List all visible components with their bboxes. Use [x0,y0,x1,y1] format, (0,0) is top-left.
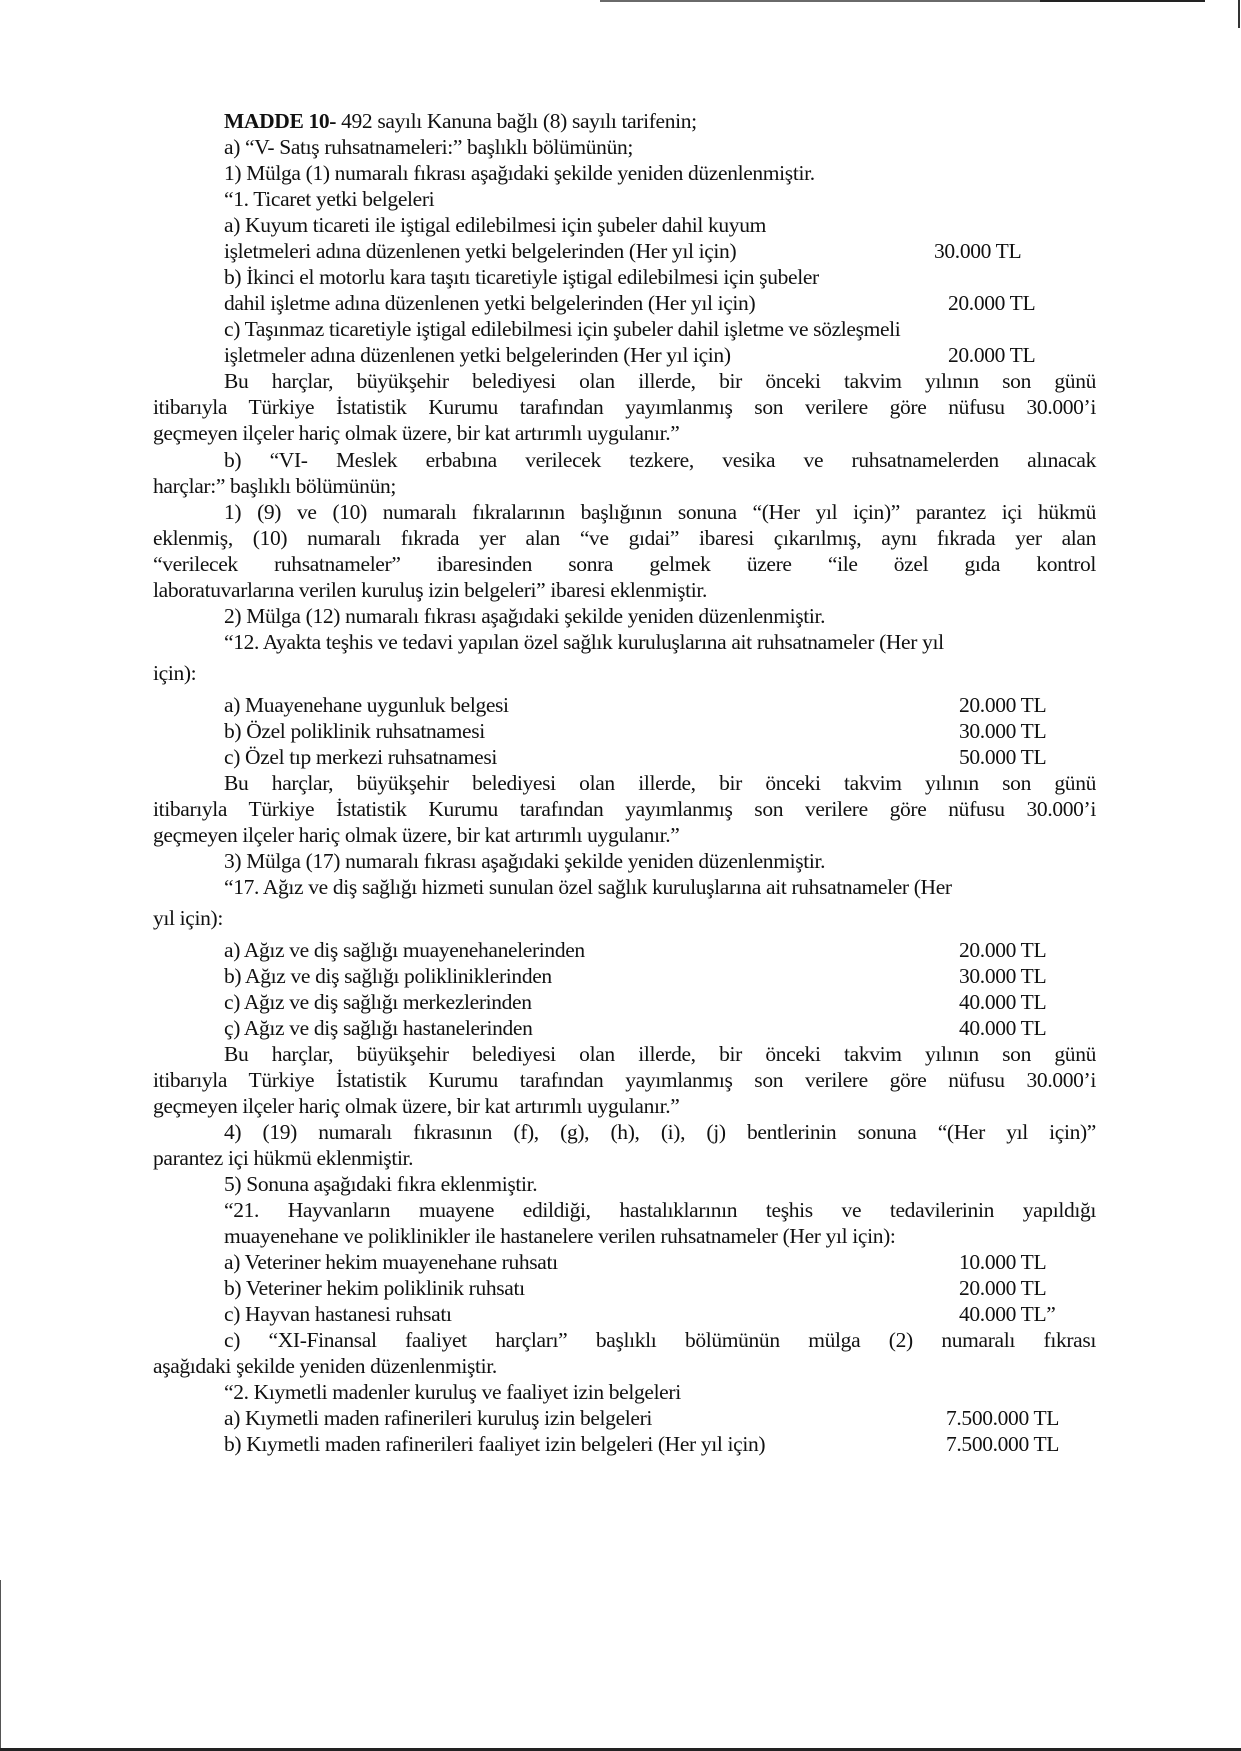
fee-line [224,238,1096,264]
fee-label: c) Özel tıp merkezi ruhsatnamesi [224,745,497,769]
text-line: 1) Mülga (1) numaralı fıkrası aşağıdaki şekilde yeniden düzenlenmiştir. [224,161,815,185]
fee-label: işletmeleri adına düzenlenen yetki belgelerinden (Her yıl için) [224,239,737,263]
fee-label: a) Muayenehane uygunluk belgesi [224,693,509,717]
text-line: aşağıdaki şekilde yeniden düzenlenmiştir. [153,1354,497,1378]
fee-amount: 20.000 TL [959,693,1047,717]
text-line: laboratuvarlarına verilen kuruluş izin belgeleri” ibaresi eklenmiştir. [153,578,707,602]
text-line: 2) Mülga (12) numaralı fıkrası aşağıdaki şekilde yeniden düzenlenmiştir. [224,604,826,628]
text-line: itibarıyla Türkiye İstatistik Kurumu tarafından yayımlanmış son verilere göre nüfusu 30.000’i [153,797,1096,821]
text-line: “verilecek ruhsatnameler” ibaresinden sonra gelmek üzere “ile özel gıda kontrol [153,552,1096,576]
text-line: “2. Kıymetli madenler kuruluş ve faaliyet izin belgeleri [224,1380,681,1404]
text-line: c) Taşınmaz ticaretiyle iştigal edilebilmesi için şubeler dahil işletme ve sözleşmeli [224,317,901,341]
fee-label: a) Veteriner hekim muayenehane ruhsatı [224,1250,558,1274]
fee-amount: 30.000 TL [959,964,1047,988]
text-line: Bu harçlar, büyükşehir belediyesi olan illerde, bir önceki takvim yılının son günü [224,1042,1096,1066]
fee-label: b) Kıymetli maden rafinerileri faaliyet izin belgeleri (Her yıl için) [224,1432,766,1456]
text-line: Bu harçlar, büyükşehir belediyesi olan illerde, bir önceki takvim yılının son günü [224,369,1096,393]
fee-label: c) Ağız ve diş sağlığı merkezlerinden [224,990,532,1014]
fee-amount: 50.000 TL [959,745,1047,769]
fee-line [224,1301,1096,1327]
fee-amount: 20.000 TL [948,343,1036,367]
text-line: geçmeyen ilçeler hariç olmak üzere, bir kat artırımlı uygulanır.” [153,421,680,445]
fee-line [224,290,1096,316]
text-line: itibarıyla Türkiye İstatistik Kurumu tarafından yayımlanmış son verilere göre nüfusu 30.000’i [153,1068,1096,1092]
fee-amount: 40.000 TL” [959,1302,1056,1326]
article-intro: 492 sayılı Kanuna bağlı (8) sayılı tarifenin; [336,109,697,133]
text-line: itibarıyla Türkiye İstatistik Kurumu tarafından yayımlanmış son verilere göre nüfusu 30.000’i [153,395,1096,419]
fee-amount: 7.500.000 TL [946,1432,1060,1456]
text-line: a) “V- Satış ruhsatnameleri:” başlıklı bölümünün; [224,135,633,159]
text-line: “1. Ticaret yetki belgeleri [224,187,435,211]
fee-line [224,1405,1096,1431]
scan-artifact-top [600,0,1040,2]
text-line: c) “XI-Finansal faaliyet harçları” başlıklı bölümünün mülga (2) numaralı fıkrası [224,1328,1096,1352]
fee-amount: 10.000 TL [959,1250,1047,1274]
text-line: yıl için): [153,906,223,930]
fee-line [224,989,1096,1015]
fee-label: işletmeler adına düzenlenen yetki belgelerinden (Her yıl için) [224,343,731,367]
text-line: “17. Ağız ve diş sağlığı hizmeti sunulan özel sağlık kuruluşlarına ait ruhsatnameler (Her [224,875,952,899]
scan-artifact-right [1238,0,1240,28]
fee-label: dahil işletme adına düzenlenen yetki belgelerinden (Her yıl için) [224,291,756,315]
fee-line [224,692,1096,718]
text-line: a) Kuyum ticareti ile iştigal edilebilmesi için şubeler dahil kuyum [224,213,766,237]
fee-amount: 20.000 TL [948,291,1036,315]
text-line: harçlar:” başlıklı bölümünün; [153,474,397,498]
fee-amount: 7.500.000 TL [946,1406,1060,1430]
fee-amount: 40.000 TL [959,990,1047,1014]
text-line: b) “VI- Meslek erbabına verilecek tezkere, vesika ve ruhsatnamelerden alınacak [224,448,1096,472]
scan-artifact-top-dark [1040,0,1205,2]
fee-line [224,1249,1096,1275]
text-line: Bu harçlar, büyükşehir belediyesi olan illerde, bir önceki takvim yılının son günü [224,771,1096,795]
fee-label: c) Hayvan hastanesi ruhsatı [224,1302,452,1326]
text-line: “21. Hayvanların muayene edildiği, hastalıklarının teşhis ve tedavilerinin yapıldığı [224,1198,1096,1222]
text-line: eklenmiş, (10) numaralı fıkrada yer alan “ve gıdai” ibaresi çıkarılmış, aynı fıkrada yer alan [153,526,1096,550]
fee-label: b) Özel poliklinik ruhsatnamesi [224,719,485,743]
fee-line [224,1275,1096,1301]
fee-line [224,1015,1096,1041]
text-line: geçmeyen ilçeler hariç olmak üzere, bir kat artırımlı uygulanır.” [153,1094,680,1118]
text-line: muayenehane ve poliklinikler ile hastanelere verilen ruhsatnameler (Her yıl için): [224,1224,896,1248]
text-line: 5) Sonuna aşağıdaki fıkra eklenmiştir. [224,1172,538,1196]
fee-amount: 30.000 TL [959,719,1047,743]
text-line: “12. Ayakta teşhis ve tedavi yapılan özel sağlık kuruluşlarına ait ruhsatnameler (Her yıl [224,630,944,654]
fee-label: a) Ağız ve diş sağlığı muayenehanelerinden [224,938,585,962]
article-heading [224,108,1167,134]
text-line: parantez içi hükmü eklenmiştir. [153,1146,414,1170]
fee-label: a) Kıymetli maden rafinerileri kuruluş izin belgeleri [224,1406,653,1430]
text-line: 4) (19) numaralı fıkrasının (f), (g), (h), (i), (j) bentlerinin sonuna “(Her yıl için)” [224,1120,1096,1144]
fee-line [224,744,1096,770]
text-line: b) İkinci el motorlu kara taşıtı ticaretiyle iştigal edilebilmesi için şubeler [224,265,819,289]
fee-line [224,342,1096,368]
text-line: geçmeyen ilçeler hariç olmak üzere, bir kat artırımlı uygulanır.” [153,823,680,847]
fee-amount: 20.000 TL [959,938,1047,962]
fee-line [224,963,1096,989]
text-line: için): [153,661,197,685]
fee-amount: 30.000 TL [934,239,1022,263]
fee-line [224,718,1096,744]
fee-line [224,1431,1096,1457]
fee-amount: 40.000 TL [959,1016,1047,1040]
scan-artifact-left [0,1580,1,1751]
article-number: MADDE 10- [224,109,337,133]
text-line: 1) (9) ve (10) numaralı fıkralarının başlığının sonuna “(Her yıl için)” parantez içi hükmü [224,500,1096,524]
fee-amount: 20.000 TL [959,1276,1047,1300]
fee-label: ç) Ağız ve diş sağlığı hastanelerinden [224,1016,533,1040]
fee-line [224,937,1096,963]
fee-label: b) Veteriner hekim poliklinik ruhsatı [224,1276,525,1300]
fee-label: b) Ağız ve diş sağlığı polikliniklerinden [224,964,552,988]
text-line: 3) Mülga (17) numaralı fıkrası aşağıdaki şekilde yeniden düzenlenmiştir. [224,849,826,873]
